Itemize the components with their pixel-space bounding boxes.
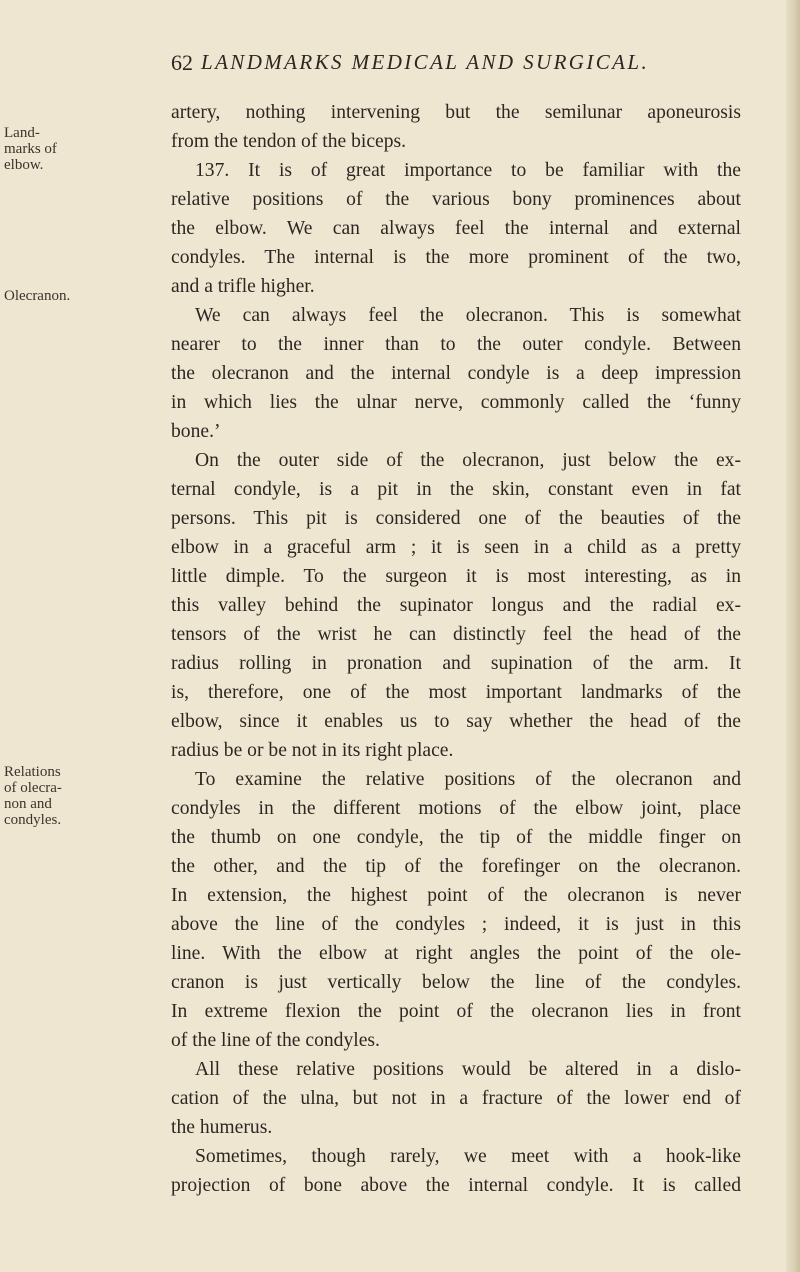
text-line: relative positions of the various bony prominences about: [171, 189, 741, 210]
text-line: cation of the ulna, but not in a fracture of the lower end of: [171, 1088, 741, 1109]
text-line: condyles. The internal is the more prominent of the two,: [171, 247, 741, 268]
text-line: this valley behind the supinator longus and the radial ex-: [171, 595, 741, 616]
sidenote-line: non and: [4, 796, 52, 812]
text-line: in which lies the ulnar nerve, commonly called the ‘funny: [171, 392, 741, 413]
text-line: We can always feel the olecranon. This is somewhat: [195, 305, 741, 326]
sidenote-landmarks-of-elbow: [4, 125, 124, 173]
text-line: 137. It is of great importance to be familiar with the: [195, 160, 741, 181]
text-line: radius be or be not in its right place.: [171, 740, 454, 761]
text-line: the thumb on one condyle, the tip of the middle finger on: [171, 827, 741, 848]
text-line: artery, nothing intervening but the semilunar aponeurosis: [171, 102, 741, 123]
sidenote-relations-of-olecranon-and-condyles: [4, 764, 124, 828]
text-line: condyles in the different motions of the elbow joint, place: [171, 798, 741, 819]
text-line: the humerus.: [171, 1117, 273, 1138]
text-line: from the tendon of the biceps.: [171, 131, 407, 152]
text-line: Sometimes, though rarely, we meet with a hook-like: [195, 1146, 741, 1167]
text-line: is, therefore, one of the most important landmarks of the: [171, 682, 741, 703]
sidenote-line: condyles.: [4, 812, 62, 828]
running-head: LANDMARKS MEDICAL AND SURGICAL.: [201, 50, 650, 74]
text-line: In extension, the highest point of the olecranon is never: [171, 885, 741, 906]
body-text: [171, 98, 741, 1200]
sidenote-line: Relations: [4, 764, 61, 780]
text-line: persons. This pit is considered one of the beauties of the: [171, 508, 741, 529]
text-line: In extreme flexion the point of the olecranon lies in front: [171, 1001, 741, 1022]
text-line: ternal condyle, is a pit in the skin, constant even in fat: [171, 479, 741, 500]
sidenote-line: of olecra-: [4, 780, 62, 796]
page-edge: [786, 0, 800, 1272]
text-line: elbow, since it enables us to say whether the head of the: [171, 711, 741, 732]
text-line: bone.’: [171, 421, 221, 442]
page-number: 62: [171, 50, 193, 75]
text-line: cranon is just vertically below the line of the condyles.: [171, 972, 741, 993]
text-line: projection of bone above the internal condyle. It is called: [171, 1175, 741, 1196]
text-line: and a trifle higher.: [171, 276, 315, 297]
text-line: of the line of the condyles.: [171, 1030, 380, 1051]
sidenote-line: elbow.: [4, 157, 44, 173]
text-line: All these relative positions would be altered in a dislo-: [195, 1059, 741, 1080]
text-line: the other, and the tip of the forefinger on the olecranon.: [171, 856, 741, 877]
text-line: elbow in a graceful arm ; it is seen in a child as a pretty: [171, 537, 741, 558]
text-line: nearer to the inner than to the outer condyle. Between: [171, 334, 741, 355]
text-line: To examine the relative positions of the olecranon and: [195, 769, 741, 790]
sidenote-line: marks of: [4, 141, 57, 157]
text-line: tensors of the wrist he can distinctly feel the head of the: [171, 624, 741, 645]
sidenote-olecranon: [4, 288, 124, 304]
text-line: the elbow. We can always feel the internal and external: [171, 218, 741, 239]
page-header: [0, 50, 800, 84]
text-line: the olecranon and the internal condyle is a deep impression: [171, 363, 741, 384]
text-line: line. With the elbow at right angles the point of the ole-: [171, 943, 741, 964]
text-line: little dimple. To the surgeon it is most interesting, as in: [171, 566, 741, 587]
text-line: On the outer side of the olecranon, just below the ex-: [195, 450, 741, 471]
sidenote-line: Olecranon.: [4, 288, 71, 304]
text-line: radius rolling in pronation and supination of the arm. It: [171, 653, 741, 674]
text-line: above the line of the condyles ; indeed, it is just in this: [171, 914, 741, 935]
sidenote-line: Land-: [4, 125, 40, 141]
